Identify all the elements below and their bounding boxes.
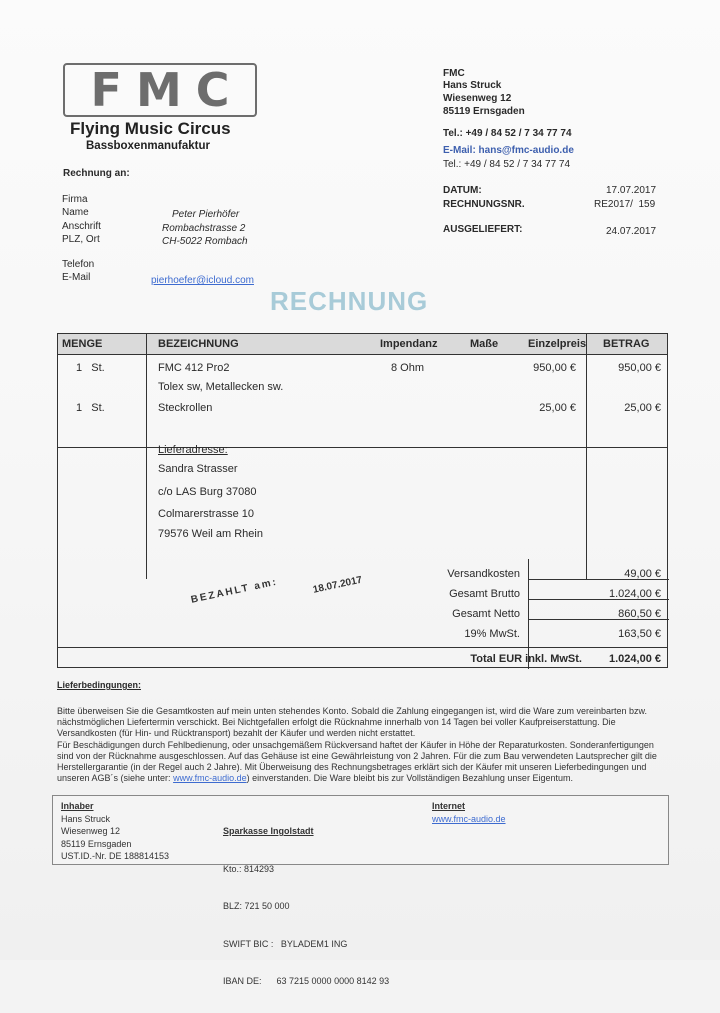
footer-bank-line: IBAN DE: 63 7215 0000 0000 8142 93 xyxy=(223,976,390,986)
row1-betrag: 950,00 € xyxy=(618,362,661,374)
terms-paragraph-1: Bitte überweisen Sie die Gesamtkosten auf mein unten stehendes Konto. Sobald die Zahlung eingegangen ist, wird die Ware zum vereinbarten bzw. nächstmöglichen Liefertermin verschickt. Bei Nichtgefallen erfolgt die Rücknahme innerhalb von 14 Tagen bei voller Kaufpreiserstattung. Die Versandkosten (für Hin- und Rücktransport) bezahlt der Käufer und werden nicht erstattet. xyxy=(57,706,648,739)
summary-label-netto: Gesamt Netto xyxy=(452,608,520,620)
sender-line-2: Hans Struck xyxy=(443,80,502,91)
terms-link[interactable]: www.fmc-audio.de xyxy=(173,773,247,784)
footer-inhaber xyxy=(61,800,169,863)
paid-date: 18.07.2017 xyxy=(312,574,364,596)
label-name: Name xyxy=(62,207,89,218)
summary-label-brutto: Gesamt Brutto xyxy=(449,588,520,600)
footer-inhaber-heading: Inhaber xyxy=(61,801,94,811)
sender-email[interactable]: E-Mail: hans@fmc-audio.de xyxy=(443,145,574,156)
ausgeliefert-value: 24.07.2017 xyxy=(606,226,657,237)
delivery-heading: Lieferadresse: xyxy=(158,444,228,456)
delivery-line-4: 79576 Weil am Rhein xyxy=(158,528,263,540)
th-menge: MENGE xyxy=(62,338,103,350)
row1-menge: 1 St. xyxy=(76,362,105,374)
ausgeliefert-label: AUSGELIEFERT: xyxy=(443,224,523,235)
terms-text xyxy=(57,706,672,784)
row1-impendanz: 8 Ohm xyxy=(391,362,425,374)
row2-bezeichnung: Tolex sw, Metallecken sw. xyxy=(158,381,284,393)
label-anschrift: Anschrift xyxy=(62,221,101,232)
recipient-name: Peter Pierhöfer xyxy=(172,209,240,220)
row1-bezeichnung: FMC 412 Pro2 xyxy=(158,362,230,374)
footer-inhaber-line: Wiesenweg 12 xyxy=(61,826,121,836)
sender-phone-bold: Tel.: +49 / 84 52 / 7 34 77 74 xyxy=(443,128,572,139)
delivery-line-1: Sandra Strasser xyxy=(158,463,238,475)
summary-value-netto: 860,50 € xyxy=(618,608,661,620)
summary-label-versand: Versandkosten xyxy=(447,568,520,580)
footer-inhaber-line: Hans Struck xyxy=(61,813,111,824)
footer-bank-line: SWIFT BIC : BYLADEM1 ING xyxy=(223,938,348,949)
delivery-line-3: Colmarerstrasse 10 xyxy=(158,508,254,520)
summary-value-brutto: 1.024,00 € xyxy=(609,588,661,600)
summary-value-versand: 49,00 € xyxy=(624,568,661,580)
row1-einzelpreis: 950,00 € xyxy=(533,362,576,374)
terms-p2-text: Für Beschädigungen durch Fehlbedienung, oder unsachgemäßem Rückversand haftet der Käufer in Höhe der Reparaturkosten. Sonderanfertigungen sind von der Rücknahme ausgeschlossen. Auf das Gehäuse ist eine Gewährleistung von 2 Jahren. Für die zum Bau verwendeten Lautsprecher gilt die Herstellergarantie (in der Regel auch 2 Jahre). Mit Überweisung des Rechnungsbetrages erklärt sich der Käufer mit unseren Lieferbedingungen und unseren AGB´s (siehe unter: xyxy=(57,739,657,784)
total-label: Total EUR inkl. MwSt. xyxy=(470,653,582,665)
th-masse: Maße xyxy=(470,338,499,350)
row3-menge: 1 St. xyxy=(76,402,105,414)
footer-box xyxy=(52,795,669,986)
footer-inhaber-line: 85119 Ernsgaden xyxy=(61,838,132,849)
terms-paragraph-2 xyxy=(57,740,672,785)
th-betrag: BETRAG xyxy=(603,338,650,350)
sender-phone: Tel.: +49 / 84 52 / 7 34 77 74 xyxy=(443,159,571,170)
invoice-title: RECHNUNG xyxy=(270,286,429,316)
total-divider xyxy=(58,647,667,648)
terms-heading: Lieferbedingungen: xyxy=(57,680,141,690)
rechnungsnr-value: RE2017/ 159 xyxy=(594,199,656,210)
footer-internet-link[interactable]: www.fmc-audio.de xyxy=(432,813,506,824)
row3-betrag: 25,00 € xyxy=(624,402,661,414)
delivery-line-2: c/o LAS Burg 37080 xyxy=(158,486,257,498)
footer-bank-heading: Sparkasse Ingolstadt xyxy=(223,826,314,836)
recipient-city: CH-5022 Rombach xyxy=(162,236,248,247)
footer-bank-line: BLZ: 721 50 000 xyxy=(223,901,290,911)
label-telefon: Telefon xyxy=(62,259,95,270)
company-name: Flying Music Circus xyxy=(70,119,231,138)
datum-label: DATUM: xyxy=(443,185,482,196)
footer-bank xyxy=(223,800,389,1013)
th-bezeichnung: BEZEICHNUNG xyxy=(158,338,239,350)
sender-line-3: Wiesenweg 12 xyxy=(443,93,512,104)
label-firma: Firma xyxy=(62,194,88,205)
fmc-logo xyxy=(63,63,257,117)
th-einzelpreis: Einzelpreis xyxy=(528,338,587,350)
sender-line-1: FMC xyxy=(443,68,465,79)
label-plz-ort: PLZ, Ort xyxy=(62,234,100,245)
datum-value: 17.07.2017 xyxy=(606,185,657,196)
footer-bank-line: Kto.: 814293 xyxy=(223,863,275,874)
rechnungsnr-label: RECHNUNGSNR. xyxy=(443,199,525,210)
footer-inhaber-line: UST.ID.-Nr. DE 188814153 xyxy=(61,851,170,861)
label-email: E-Mail xyxy=(62,272,91,283)
footer-internet-heading: Internet xyxy=(432,801,466,811)
th-impendanz: Impendanz xyxy=(380,338,438,350)
invoice-table xyxy=(57,333,668,668)
recipient-email[interactable]: pierhoefer@icloud.com xyxy=(151,275,254,286)
summary-label-mwst: 19% MwSt. xyxy=(464,628,520,640)
paid-stamp: BEZAHLT am: xyxy=(190,576,279,606)
row3-einzelpreis: 25,00 € xyxy=(539,402,576,414)
recipient-street: Rombachstrasse 2 xyxy=(162,223,246,234)
summary-value-mwst: 163,50 € xyxy=(618,628,661,640)
footer-internet xyxy=(432,800,506,825)
row-divider xyxy=(58,447,667,448)
total-value: 1.024,00 € xyxy=(609,653,661,665)
row3-bezeichnung: Steckrollen xyxy=(158,402,213,414)
logo-text: FMC xyxy=(90,63,244,117)
sender-line-4: 85119 Ernsgaden xyxy=(443,106,525,117)
company-tagline: Bassboxenmanufaktur xyxy=(86,140,210,152)
recipient-heading: Rechnung an: xyxy=(63,168,130,179)
terms-p2-end: ) einverstanden. Die Ware bleibt bis zur Vollständigen Bezahlung unser Eigentum. xyxy=(246,773,573,784)
